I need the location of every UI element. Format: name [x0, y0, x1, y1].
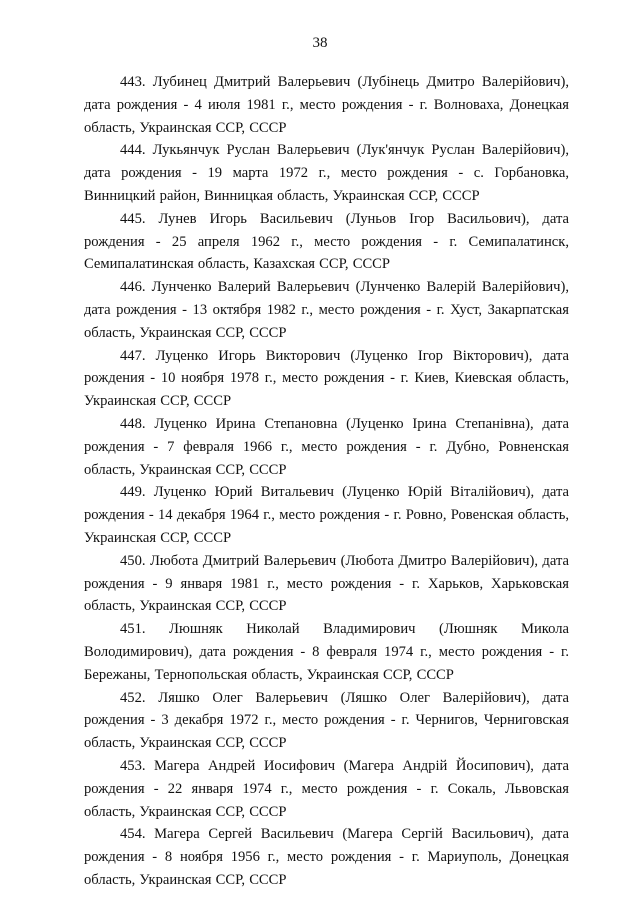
list-item: 445. Лунев Игорь Васильевич (Луньов Ігор Васильович), дата рождения - 25 апреля 1962 г., место рождения - г. Семипалатинск, Семипалатинская область, Казахская ССР, СССР	[84, 210, 569, 273]
list-item: 444. Лукьянчук Руслан Валерьевич (Лук'янчук Руслан Валерійович), дата рождения - 19 марта 1972 г., место рождения - с. Горбановка, Винницкий район, Винницкая область, Украинская ССР, СССР	[84, 142, 569, 204]
list-item: 443. Лубинец Дмитрий Валерьевич (Лубінець Дмитро Валерійович), дата рождения - 4 июля 1981 г., место рождения - г. Волноваха, Донецкая область, Украинская ССР, СССР	[84, 74, 569, 136]
list-item: 452. Ляшко Олег Валерьевич (Ляшко Олег Валерійович), дата рождения - 3 декабря 1972 г., место рождения - г. Чернигов, Черниговская область, Украинская ССР, СССР	[84, 689, 569, 752]
list-item: 450. Любота Дмитрий Валерьевич (Любота Дмитро Валерійович), дата рождения - 9 января 1981 г., место рождения - г. Харьков, Харьковская область, Украинская ССР, СССР	[84, 552, 569, 615]
list-item: 447. Луценко Игорь Викторович (Луценко Ігор Вікторович), дата рождения - 10 ноября 1978 г., место рождения - г. Киев, Киевская область, Украинская ССР, СССР	[84, 347, 569, 410]
page-number: 38	[312, 35, 328, 51]
list-item: 448. Луценко Ирина Степановна (Луценко Ірина Степанівна), дата рождения - 7 февраля 1966 г., место рождения - г. Дубно, Ровненская область, Украинская ССР, СССР	[84, 415, 569, 478]
list-item: 454. Магера Сергей Васильевич (Магера Сергій Васильович), дата рождения - 8 ноября 1956 г., место рождения - г. Мариуполь, Донецкая область, Украинская ССР, СССР	[84, 826, 569, 888]
list-item: 449. Луценко Юрий Витальевич (Луценко Юрій Віталійович), дата рождения - 14 декабря 1964 г., место рождения - г. Ровно, Ровенская область, Украинская ССР, СССР	[84, 484, 569, 546]
list-item: 453. Магера Андрей Иосифович (Магера Андрій Йосипович), дата рождения - 22 января 1974 г., место рождения - г. Сокаль, Львовская область, Украинская ССР, СССР	[84, 757, 569, 820]
list-item: 446. Лунченко Валерий Валерьевич (Лунченко Валерій Валерійович), дата рождения - 13 октября 1982 г., место рождения - г. Хуст, Закарпатская область, Украинская ССР, СССР	[84, 279, 569, 341]
entry-list	[84, 71, 569, 892]
list-item: 451. Люшняк Николай Владимирович (Люшняк Микола Володимирович), дата рождения - 8 февраля 1974 г., место рождения - г. Бережаны, Тернопольская область, Украинская ССР, СССР	[84, 621, 569, 683]
